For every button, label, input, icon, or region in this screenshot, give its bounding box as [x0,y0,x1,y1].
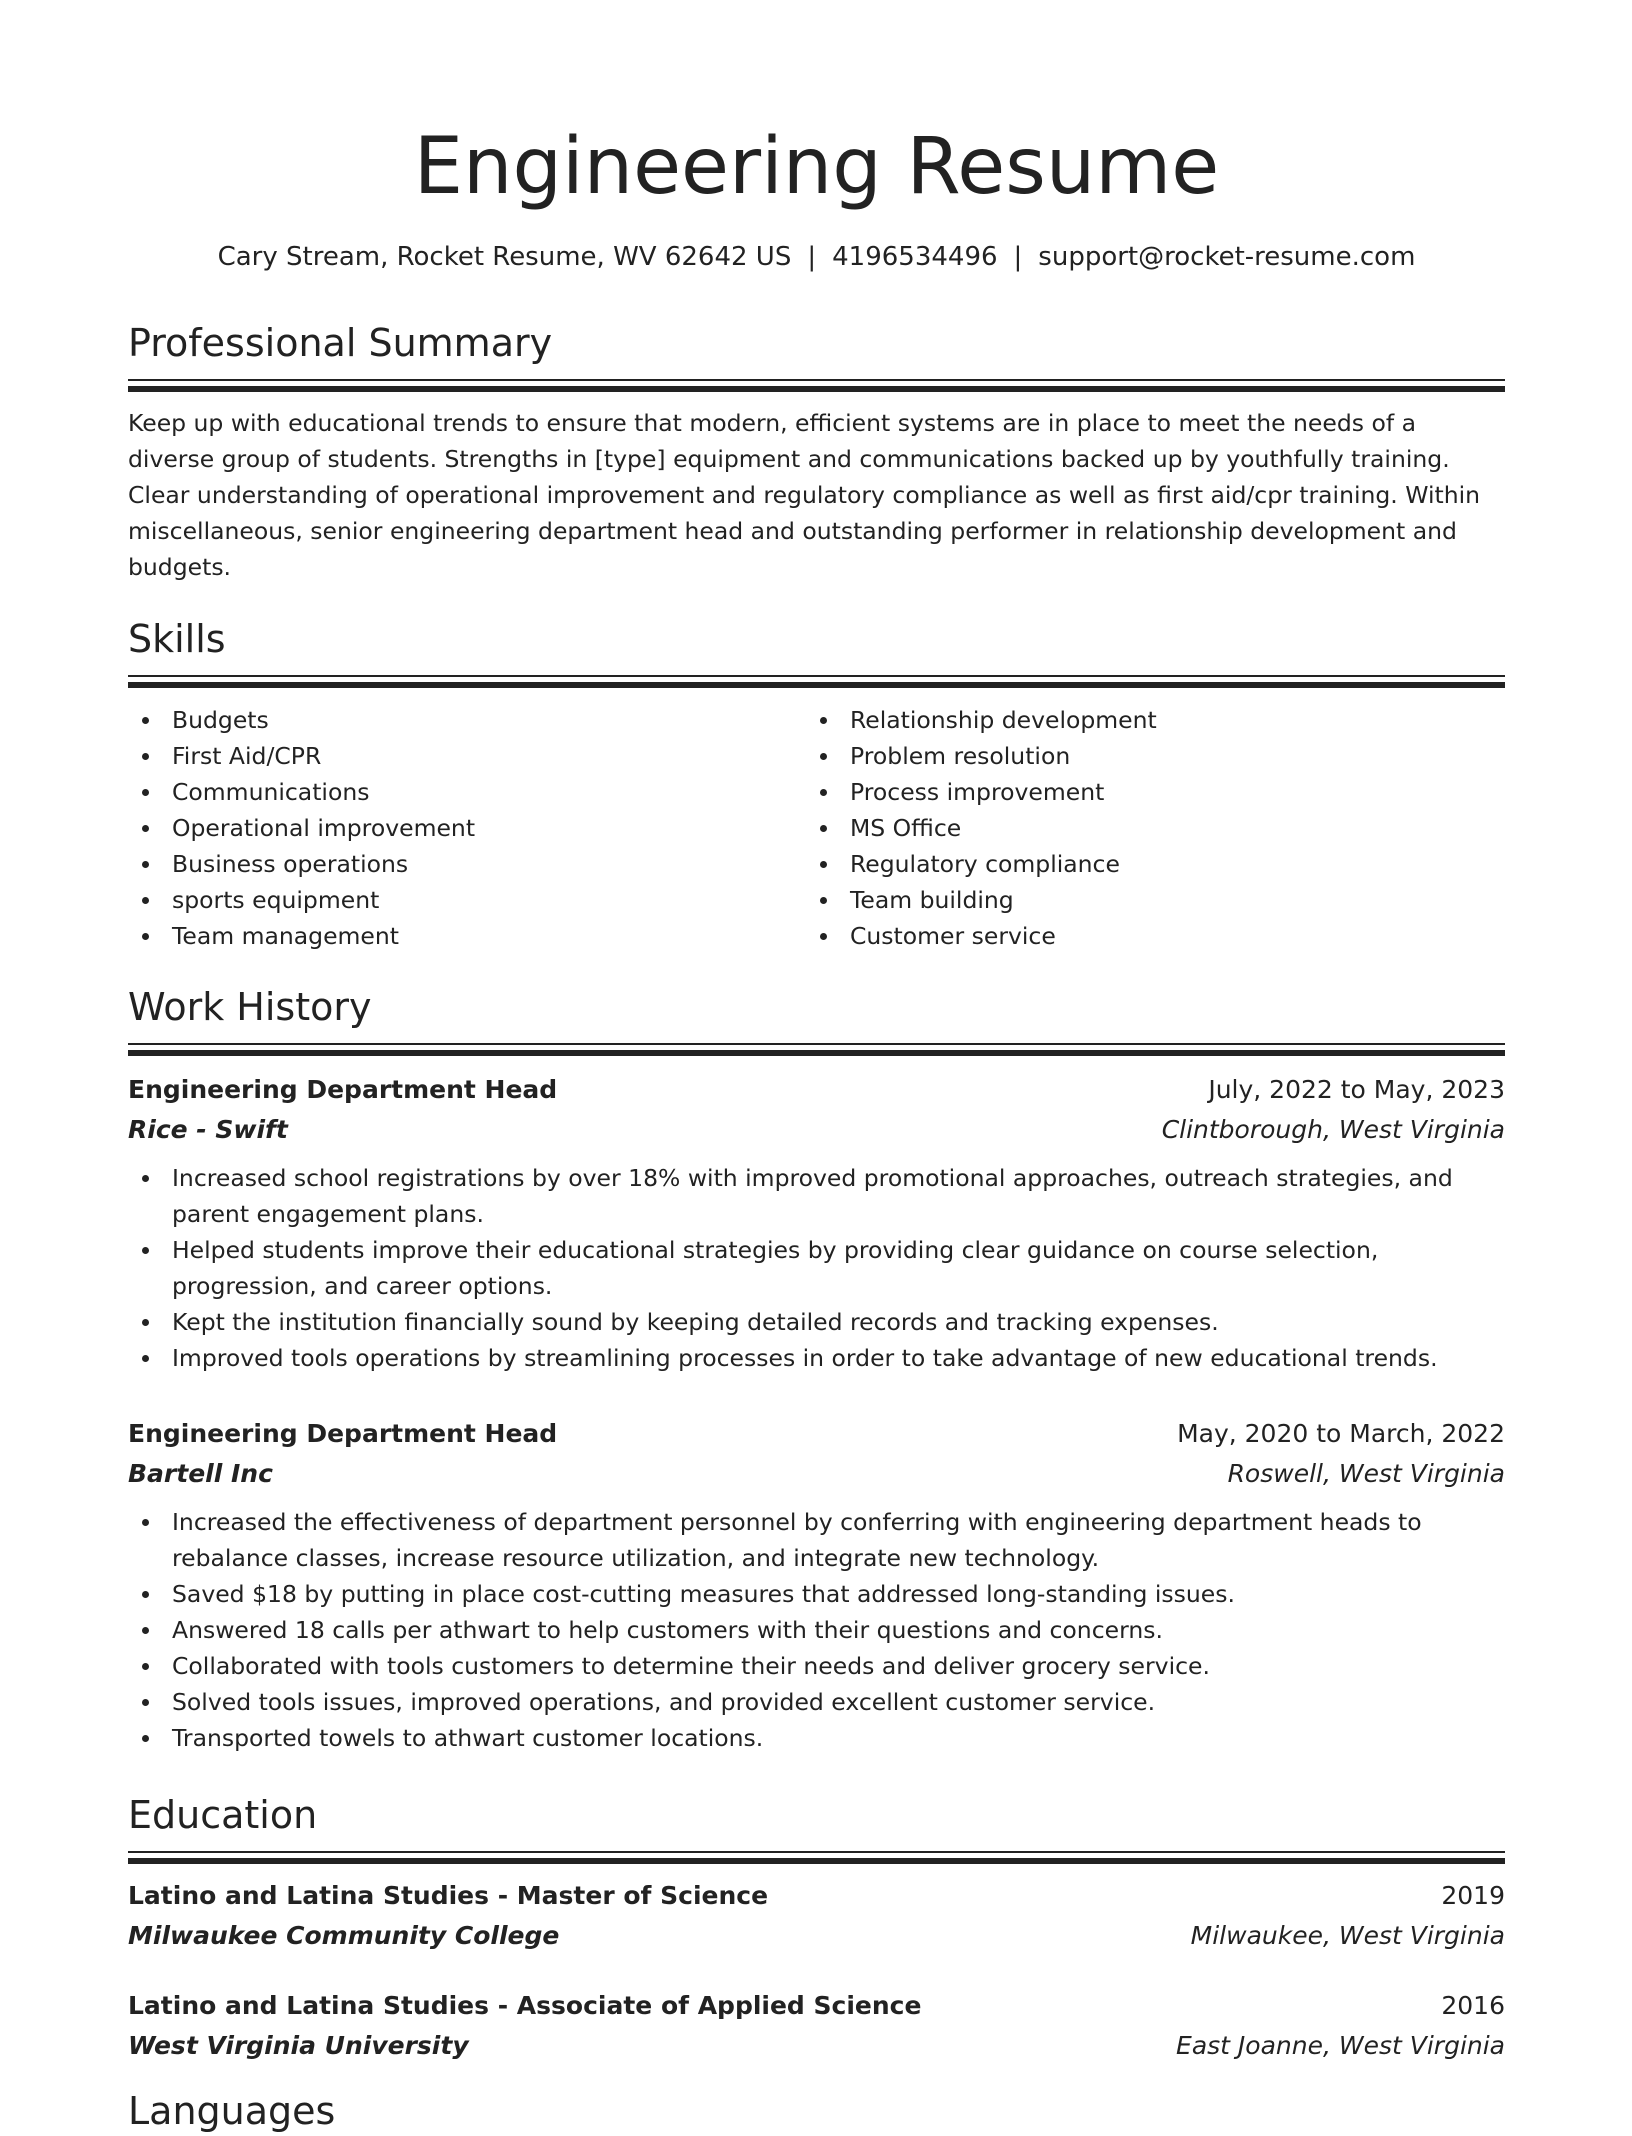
job-bullet: Increased the effectiveness of department personnel by conferring with engineering department heads to rebalance classes, increase resource utilization, and integrate new technology. [128,1504,1505,1576]
job-bullet: Helped students improve their educational strategies by providing clear guidance on course selection, progression, and career options. [128,1232,1505,1304]
section-divider [128,379,1505,381]
skill-item: sports equipment [128,882,806,918]
job-title: Engineering Department Head [128,1419,558,1448]
job-bullet: Improved tools operations by streamlining processes in order to take advantage of new educational trends. [128,1340,1505,1376]
education-degree: Latino and Latina Studies - Associate of Applied Science [128,1991,922,2020]
job-bullet: Solved tools issues, improved operations, and provided excellent customer service. [128,1684,1505,1720]
skill-item: Operational improvement [128,810,806,846]
skill-item: Team management [128,918,806,954]
contact-line [128,237,1505,277]
job-bullets [128,1504,1505,1756]
languages-heading: Languages [128,2089,336,2133]
job-bullet: Answered 18 calls per athwart to help customers with their questions and concerns. [128,1612,1505,1648]
job-bullets [128,1160,1505,1376]
education-degree: Latino and Latina Studies - Master of Science [128,1881,769,1910]
languages-section-header [128,2086,1505,2136]
skill-item: Problem resolution [806,738,1484,774]
job-bullet: Transported towels to athwart customer locations. [128,1720,1505,1756]
summary-section-header [128,318,1505,392]
skill-item: First Aid/CPR [128,738,806,774]
education-school: Milwaukee Community College [128,1921,560,1950]
section-divider [128,1851,1505,1853]
section-divider [128,675,1505,677]
skills-column-right [806,702,1484,954]
job-company: Bartell Inc [128,1459,273,1488]
section-divider-thick [128,386,1505,392]
contact-phone: 4196534496 [832,242,998,272]
education-location: Milwaukee, West Virginia [1190,1921,1505,1950]
contact-address: Cary Stream, Rocket Resume, WV 62642 US [217,242,792,272]
job-company: Rice - Swift [128,1115,288,1144]
job-entry [128,1414,1505,1756]
education-heading: Education [128,1793,318,1837]
job-bullet: Collaborated with tools customers to determine their needs and deliver grocery service. [128,1648,1505,1684]
education-school: West Virginia University [128,2031,469,2060]
skill-item: Relationship development [806,702,1484,738]
section-divider-thick [128,682,1505,688]
job-bullet: Increased school registrations by over 18% with improved promotional approaches, outreach strategies, and parent engagement plans. [128,1160,1505,1232]
education-entry [128,1986,1505,2066]
skill-item: Regulatory compliance [806,846,1484,882]
skill-item: Business operations [128,846,806,882]
job-dates: May, 2020 to March, 2022 [1177,1419,1505,1448]
skills-section-header [128,614,1505,688]
skills-column-left [128,702,806,954]
work-section-header [128,982,1505,1056]
summary-text: Keep up with educational trends to ensure that modern, efficient systems are in place to meet the needs of a diverse group of students. Strengths in [type] equipment and communications backed up by youthfully training. Clear understanding of operational improvement and regulatory compliance as well as first aid/cpr training. Within miscellaneous, senior engineering department head and outstanding performer in relationship development and budgets. [128,409,1481,581]
resume-title: Engineering Resume [413,122,1220,212]
contact-separator: | [807,242,817,272]
section-divider-thick [128,1858,1505,1864]
skills-list [128,702,1505,954]
job-location: Clintborough, West Virginia [1161,1115,1505,1144]
job-bullet: Saved $18 by putting in place cost-cutting measures that addressed long-standing issues. [128,1576,1505,1612]
skill-item: MS Office [806,810,1484,846]
job-bullet: Kept the institution financially sound by keeping detailed records and tracking expenses. [128,1304,1505,1340]
education-section-header [128,1790,1505,1864]
work-heading: Work History [128,985,372,1029]
job-location: Roswell, West Virginia [1227,1459,1505,1488]
skill-item: Team building [806,882,1484,918]
job-title: Engineering Department Head [128,1075,558,1104]
section-divider-thick [128,1050,1505,1056]
education-location: East Joanne, West Virginia [1176,2031,1505,2060]
skill-item: Process improvement [806,774,1484,810]
skill-item: Budgets [128,702,806,738]
job-entry [128,1070,1505,1376]
job-dates: July, 2022 to May, 2023 [1208,1075,1505,1104]
education-entry [128,1876,1505,1956]
contact-separator: | [1013,242,1023,272]
section-divider [128,1043,1505,1045]
skill-item: Customer service [806,918,1484,954]
summary-heading: Professional Summary [128,321,553,365]
skills-heading: Skills [128,617,226,661]
education-year: 2016 [1441,1991,1505,2020]
education-year: 2019 [1441,1881,1505,1910]
skill-item: Communications [128,774,806,810]
contact-email: support@rocket-resume.com [1038,242,1416,272]
